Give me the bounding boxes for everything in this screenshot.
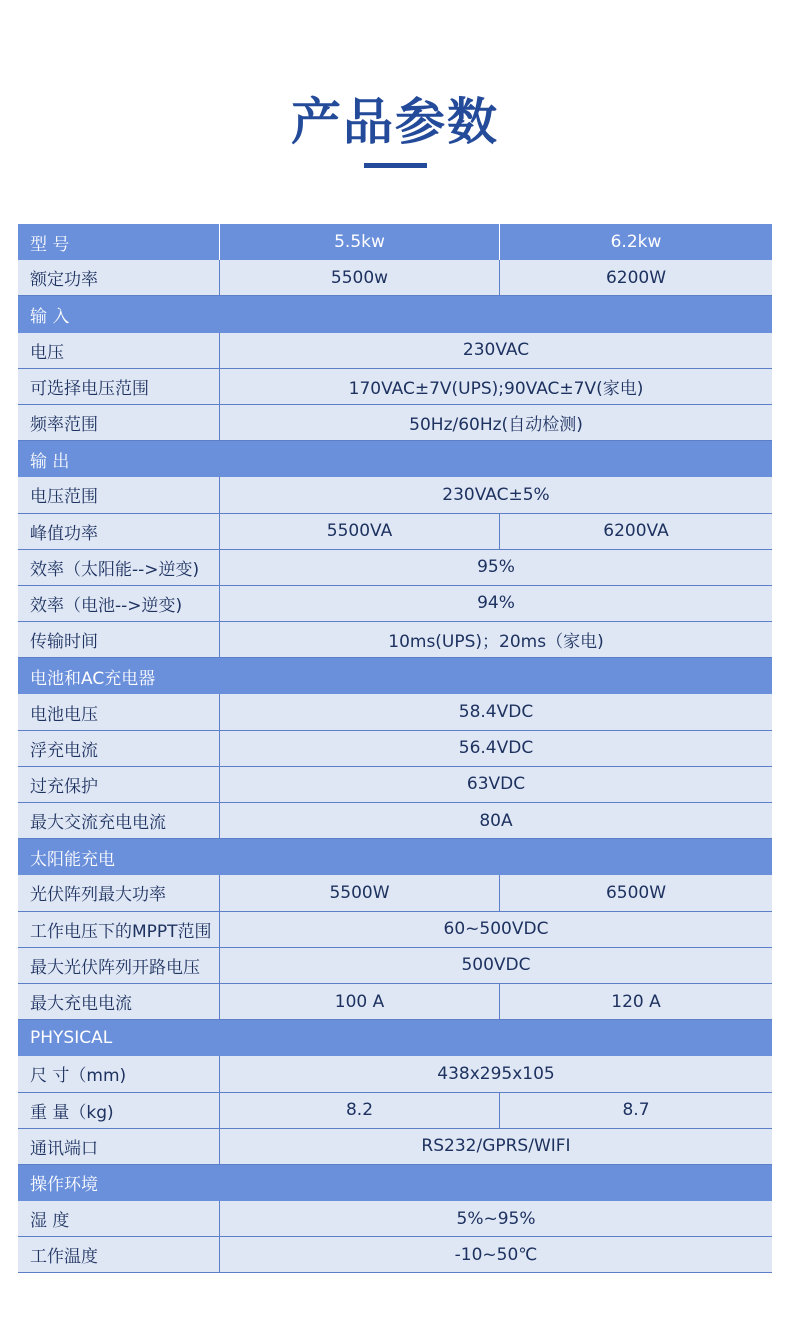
row-label: 工作温度	[18, 1237, 220, 1272]
row-value: 6200W	[605, 267, 667, 288]
row-value: 94%	[477, 593, 515, 614]
table-row	[18, 405, 772, 441]
row-value: 8.7	[622, 1100, 650, 1121]
spec-table	[18, 224, 772, 1273]
row-value: -10~50℃	[454, 1244, 538, 1265]
row-value: 120 A	[611, 991, 661, 1012]
table-row	[18, 369, 772, 405]
row-value: 58.4VDC	[458, 702, 534, 723]
section-title: 电池和AC充电器	[30, 668, 156, 689]
table-row	[18, 767, 772, 803]
table-row	[18, 514, 772, 550]
section-title: 太阳能充电	[30, 849, 115, 870]
row-label: 浮充电流	[18, 731, 220, 766]
row-label: 最大交流充电电流	[18, 803, 220, 838]
section-title: 输 出	[30, 451, 70, 472]
row-label: 传输时间	[18, 622, 220, 657]
row-label: 最大充电电流	[18, 984, 220, 1019]
row-label: 可选择电压范围	[18, 369, 220, 404]
row-value: RS232/GPRS/WIFI	[421, 1136, 571, 1157]
title-area	[0, 0, 790, 224]
row-value: 95%	[477, 557, 515, 578]
table-row	[18, 1201, 772, 1237]
table-row	[18, 984, 772, 1020]
row-label: 光伏阵列最大功率	[18, 875, 220, 910]
row-value: 6500W	[605, 882, 667, 903]
row-value: 100 A	[220, 984, 500, 1019]
row-value: 230VAC	[462, 340, 530, 361]
row-value: 500VDC	[461, 955, 531, 976]
table-row	[18, 1237, 772, 1273]
row-label: 电池电压	[18, 694, 220, 729]
table-row	[18, 622, 772, 658]
section-header-row	[18, 296, 772, 332]
row-value: 56.4VDC	[458, 738, 534, 759]
table-row	[18, 260, 772, 296]
row-label: 效率（电池-->逆变)	[18, 586, 220, 621]
row-label: 电压	[18, 333, 220, 368]
row-value: 5500W	[220, 875, 500, 910]
page-title: 产品参数	[291, 93, 499, 151]
row-label: 湿 度	[18, 1201, 220, 1236]
table-row	[18, 550, 772, 586]
table-row	[18, 586, 772, 622]
row-value: 50Hz/60Hz(自动检测)	[409, 415, 583, 436]
row-value: 438x295x105	[437, 1063, 555, 1084]
row-label: 峰值功率	[18, 514, 220, 549]
table-row	[18, 1093, 772, 1129]
model-6-2kw: 6.2kw	[610, 232, 662, 253]
section-header-row	[18, 1165, 772, 1201]
section-title: 输 入	[30, 306, 70, 327]
section-title: 操作环境	[30, 1175, 98, 1196]
row-value: 10ms(UPS)；20ms（家电)	[388, 632, 604, 653]
row-label: 额定功率	[18, 260, 220, 295]
row-value: 6200VA	[603, 521, 669, 542]
row-value: 60~500VDC	[443, 919, 549, 940]
table-row	[18, 912, 772, 948]
row-value: 5500w	[220, 260, 500, 295]
row-value: 5%~95%	[456, 1208, 536, 1229]
row-label: 效率（太阳能-->逆变)	[18, 550, 220, 585]
table-row	[18, 875, 772, 911]
section-title: PHYSICAL	[30, 1028, 113, 1049]
row-value: 5500VA	[220, 514, 500, 549]
model-label: 型 号	[18, 224, 220, 260]
table-row	[18, 1129, 772, 1165]
row-value: 8.2	[220, 1093, 500, 1128]
table-row	[18, 333, 772, 369]
model-5-5kw: 5.5kw	[220, 224, 500, 260]
row-label: 过充保护	[18, 767, 220, 802]
row-value: 80A	[479, 810, 513, 831]
row-value: 170VAC±7V(UPS);90VAC±7V(家电)	[348, 378, 644, 399]
table-row	[18, 948, 772, 984]
row-label: 最大光伏阵列开路电压	[18, 948, 220, 983]
row-label: 工作电压下的MPPT范围	[18, 912, 220, 947]
section-header-row	[18, 441, 772, 477]
table-row	[18, 1056, 772, 1092]
section-header-row	[18, 1020, 772, 1056]
row-label: 电压范围	[18, 477, 220, 512]
row-label: 频率范围	[18, 405, 220, 440]
section-header-row	[18, 839, 772, 875]
row-label: 通讯端口	[18, 1129, 220, 1164]
table-row	[18, 803, 772, 839]
row-label: 尺 寸（mm)	[18, 1056, 220, 1091]
table-row	[18, 477, 772, 513]
title-underline	[364, 163, 427, 168]
table-header-row	[18, 224, 772, 260]
row-value: 63VDC	[466, 774, 526, 795]
row-label: 重 量（kg)	[18, 1093, 220, 1128]
row-value: 230VAC±5%	[442, 484, 550, 505]
table-row	[18, 694, 772, 730]
table-row	[18, 731, 772, 767]
section-header-row	[18, 658, 772, 694]
